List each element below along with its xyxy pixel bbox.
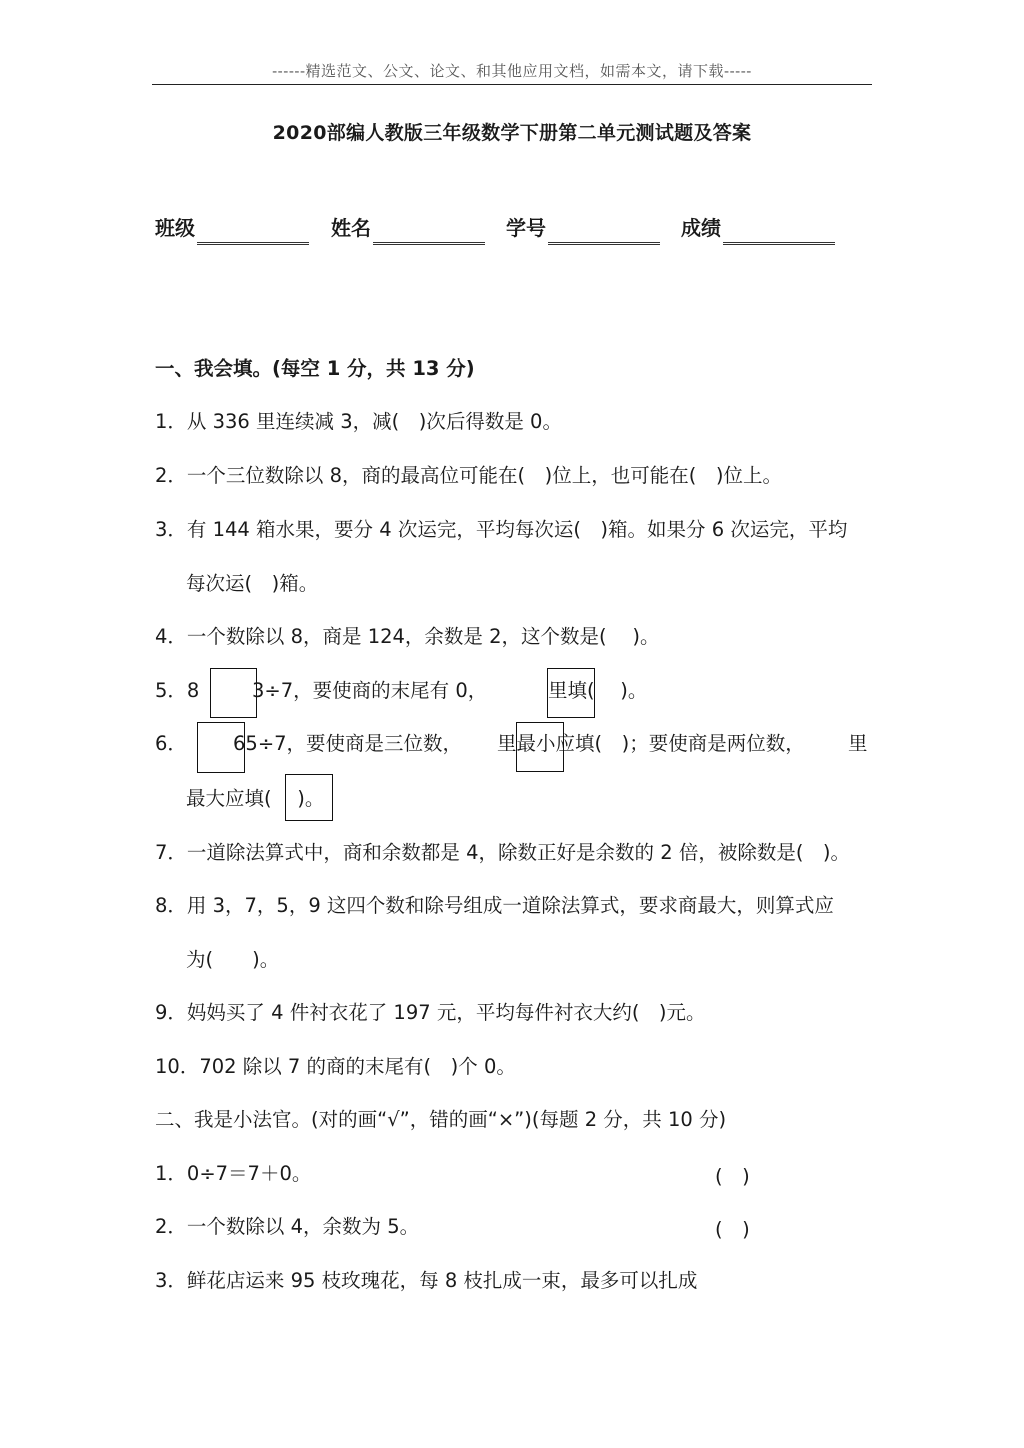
question-1-6-middle: 65÷7，要使商是三位数， [233, 732, 463, 755]
question-1-10: 10．702 除以 7 的商的末尾有( )个 0。 [155, 1055, 516, 1078]
header-watermark: ------精选范文、公文、论文、和其他应用文档，如需本文，请下载----- [272, 62, 752, 80]
answer-parentheses[interactable]: ( ) [715, 1218, 750, 1241]
question-1-6-second: 里最小应填( )；要使商是两位数， [497, 732, 805, 755]
section2-heading: 二、我是小法官。(对的画“√”，错的画“×”)(每题 2 分，共 10 分) [155, 1108, 727, 1131]
question-1-2: 2．一个三位数除以 8，商的最高位可能在( )位上，也可能在( )位上。 [155, 464, 782, 487]
class-label: 班级 [155, 216, 195, 240]
answer-box[interactable] [210, 668, 257, 718]
header-divider [152, 84, 872, 85]
question-1-7: 7．一道除法算式中，商和余数都是 4，除数正好是余数的 2 倍，被除数是( )。 [155, 841, 851, 864]
answer-box[interactable] [285, 774, 333, 821]
question-2-1: 1．0÷7＝7＋0。 [155, 1162, 312, 1185]
question-1-3-continued: 每次运( )箱。 [186, 572, 319, 595]
question-1-6-continued: 最大应填( )。 [186, 787, 325, 810]
question-1-5-suffix: 里填( )。 [548, 679, 648, 702]
student-info-row [155, 212, 855, 246]
name-blank[interactable] [373, 242, 485, 245]
question-1-5-prefix: 5．8 [155, 679, 200, 702]
question-1-8: 8．用 3，7，5，9 这四个数和除号组成一道除法算式，要求商最大，则算式应 [155, 894, 834, 917]
question-2-3: 3．鲜花店运来 95 枝玫瑰花，每 8 枝扎成一束，最多可以扎成 [155, 1269, 698, 1292]
question-1-3: 3．有 144 箱水果，要分 4 次运完，平均每次运( )箱。如果分 6 次运完，平均 [155, 518, 848, 541]
name-label: 姓名 [331, 216, 371, 240]
number-label: 学号 [506, 216, 546, 240]
section1-heading: 一、我会填。(每空 1 分，共 13 分) [155, 357, 475, 380]
question-1-6-end: 里 [848, 732, 868, 755]
class-blank[interactable] [197, 242, 309, 245]
score-blank[interactable] [723, 242, 835, 245]
score-label: 成绩 [681, 216, 721, 240]
question-1-6-prefix: 6． [155, 732, 187, 755]
question-1-5-middle: 3÷7，要使商的末尾有 0， [252, 679, 488, 702]
answer-box[interactable] [516, 722, 564, 772]
question-1-4: 4．一个数除以 8，商是 124，余数是 2，这个数是( )。 [155, 625, 660, 648]
answer-parentheses[interactable]: ( ) [715, 1165, 750, 1188]
document-title: 2020部编人教版三年级数学下册第二单元测试题及答案 [272, 122, 752, 144]
question-2-2: 2．一个数除以 4，余数为 5。 [155, 1215, 420, 1238]
number-blank[interactable] [548, 242, 660, 245]
question-1-8-continued: 为( )。 [186, 948, 280, 971]
question-1-9: 9．妈妈买了 4 件衬衣花了 197 元，平均每件衬衣大约( )元。 [155, 1001, 706, 1024]
question-1-1: 1．从 336 里连续减 3，减( )次后得数是 0。 [155, 410, 562, 433]
